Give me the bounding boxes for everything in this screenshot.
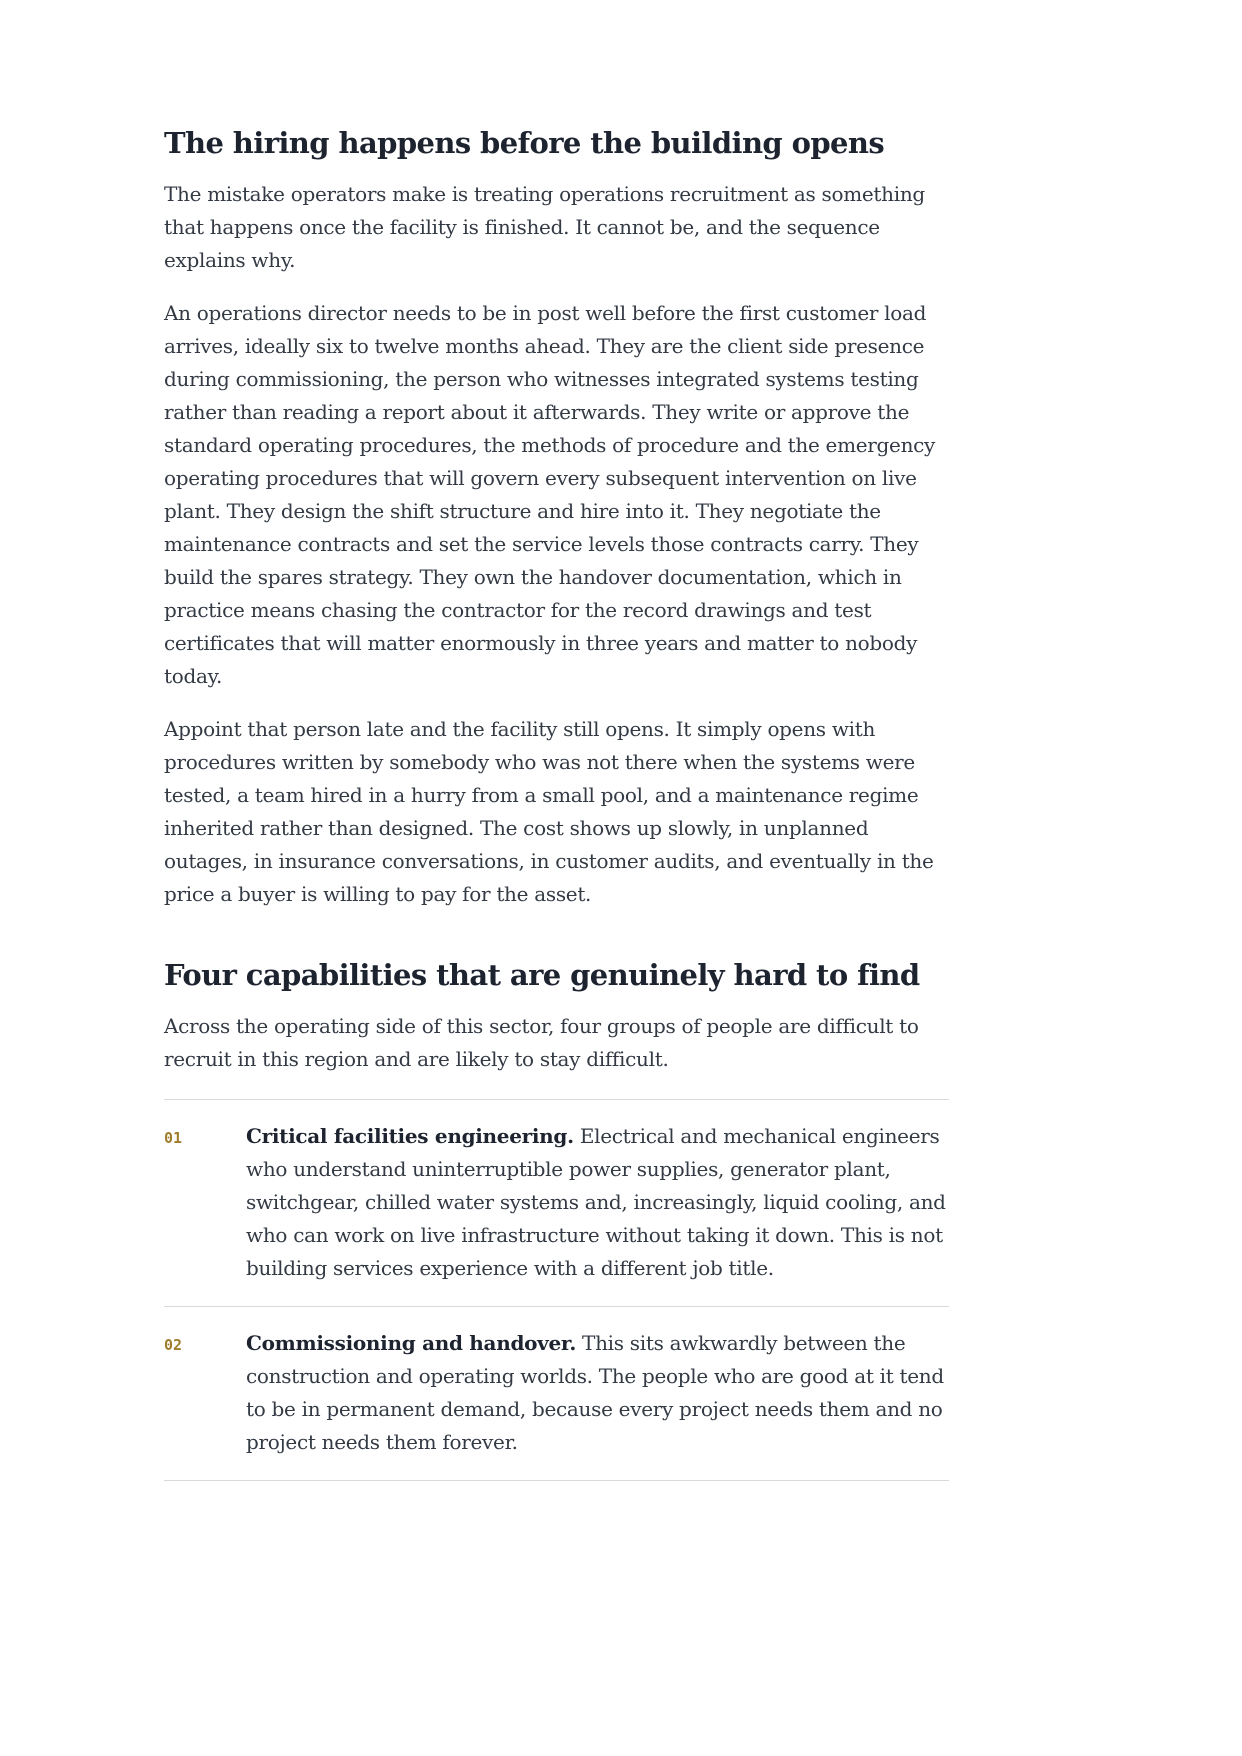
paragraph: An operations director needs to be in post well before the first customer load arrives, ideally six to twelve months ahead. They are the client side presence during commissioning, the person who witnesses integrated systems testing rather than reading a report about it afterwards. They write or approve the standard operating procedures, the methods of procedure and the emergency operating procedures that will govern every subsequent intervention on live plant. They design the shift structure and hire into it. They negotiate the maintenance contracts and set the service levels those contracts carry. They build the spares strategy. They own the handover documentation, which in practice means chasing the contractor for the record drawings and test certificates that will matter enormously in three years and matter to nobody today.: [164, 300, 936, 688]
paragraph: The mistake operators make is treating operations recruitment as something that happens once the facility is finished. It cannot be, and the sequence explains why.: [164, 181, 925, 272]
item-body: Electrical and mechanical engineers who understand uninterruptible power supplies, generator plant, switchgear, chilled water systems and, increasingly, liquid cooling, and who can work on live infrastructure without taking it down. This is not building services experience with a different job title.: [246, 1123, 946, 1280]
section-intro: Across the operating side of this sector, four groups of people are difficult to recruit in this region and are likely to stay difficult.: [164, 1013, 919, 1071]
item-text: [246, 1327, 949, 1459]
document-page: [164, 126, 949, 1481]
paragraph: Appoint that person late and the facility still opens. It simply opens with procedures written by somebody who was not there when the systems were tested, a team hired in a hurry from a small pool, and a maintenance regime inherited rather than designed. The cost shows up slowly, in unplanned outages, in insurance conversations, in customer audits, and eventually in the price a buyer is willing to pay for the asset.: [164, 716, 934, 906]
item-body: This sits awkwardly between the construction and operating worlds. The people who are good at it tend to be in permanent demand, because every project needs them and no project needs them forever.: [246, 1330, 944, 1454]
section-heading-capabilities: Four capabilities that are genuinely hard to find: [164, 957, 920, 992]
item-number: 02: [164, 1335, 183, 1354]
list-item: [164, 1100, 949, 1307]
section-heading-hiring: The hiring happens before the building opens: [164, 126, 885, 160]
list-item: [164, 1307, 949, 1481]
capabilities-list: [164, 1099, 949, 1481]
item-text: [246, 1120, 949, 1285]
item-number: 01: [164, 1128, 183, 1147]
item-title: Commissioning and handover.: [246, 1330, 576, 1355]
item-title: Critical facilities engineering.: [246, 1123, 574, 1148]
